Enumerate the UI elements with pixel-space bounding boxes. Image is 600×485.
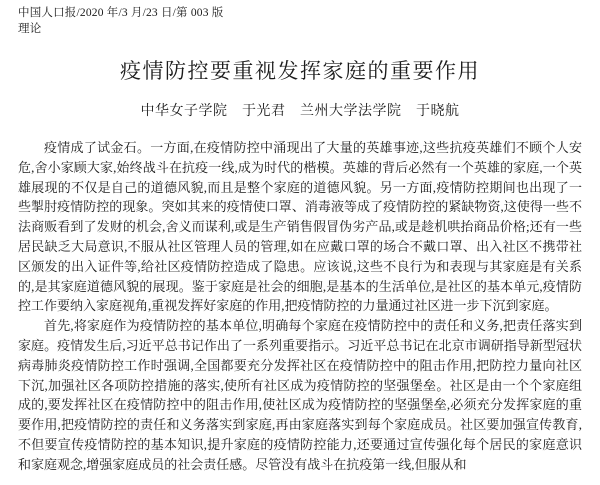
article-byline: 中华女子学院 于光君 兰州大学法学院 于晓航 — [140, 104, 460, 119]
article-paragraph-2: 首先,将家庭作为疫情防控的基本单位,明确每个家庭在疫情防控中的责任和义务,把责任落实到家庭。疫情发生后,习近平总书记作出了一系列重要指示。习近平总书记在北京市调研指导新型冠状病毒肺炎疫情防控工作时强调,全国都要充分发挥社区在疫情防控中的阻击作用,把防控力量向社区下沉,加强社区各项防控措施的落实,使所有社区成为疫情防控的坚强堡垒。社区是由一个个家庭组成的,要发挥社区在疫情防控中的阻击作用,使社区成为疫情防控的坚强堡垒,必须充分发挥家庭的重要作用,把疫情防控的责任和义务落实到家庭,再由家庭落实到每个家庭成员。社区要加强宣传教育,不但要宣传疫情防控的基本知识,提升家庭的疫情防控能力,还要通过宣传强化每个居民的家庭意识和家庭观念,增强家庭成员的社会责任感。尽管没有战斗在抗疫第一线,但服从和 — [18, 318, 582, 472]
article-body — [18, 138, 582, 475]
article-title: 疫情防控要重视发挥家庭的重要作用 — [120, 59, 480, 83]
article-paragraph-1: 疫情成了试金石。一方面,在疫情防控中涌现出了大量的英雄事迹,这些抗疫英雄们不顾个人安危,舍小家顾大家,始终战斗在抗疫一线,成为时代的楷模。英雄的背后必然有一个英雄的家庭,一个英雄展现的不仅是自己的道德风貌,而且是整个家庭的道德风貌。另一方面,疫情防控期间也出现了一些掣肘疫情防控的现象。突如其来的疫情使口罩、消毒液等成了疫情防控的紧缺物资,这使得一些不法商贩看到了发财的机会,舍义而谋利,或是生产销售假冒伪劣产品,或是趁机哄抬商品价格;还有一些居民缺乏大局意识,不服从社区管理人员的管理,如在应戴口罩的场合不戴口罩、出入社区不携带社区颁发的出入证件等,给社区疫情防控造成了隐患。应该说,这些不良行为和表现与其家庭是有关系的,是其家庭道德风貌的展现。鉴于家庭是社会的细胞,是基本的生活单位,是社区的基本单元,疫情防控工作要纳入家庭视角,重视发挥好家庭的作用,把疫情防控的力量通过社区进一步下沉到家庭。 — [18, 140, 582, 314]
publication-info-line: 中国人口报/2020 年/3 月/23 日/第 003 版 — [18, 7, 224, 19]
section-label: 理论 — [18, 23, 42, 35]
masthead — [18, 5, 582, 37]
